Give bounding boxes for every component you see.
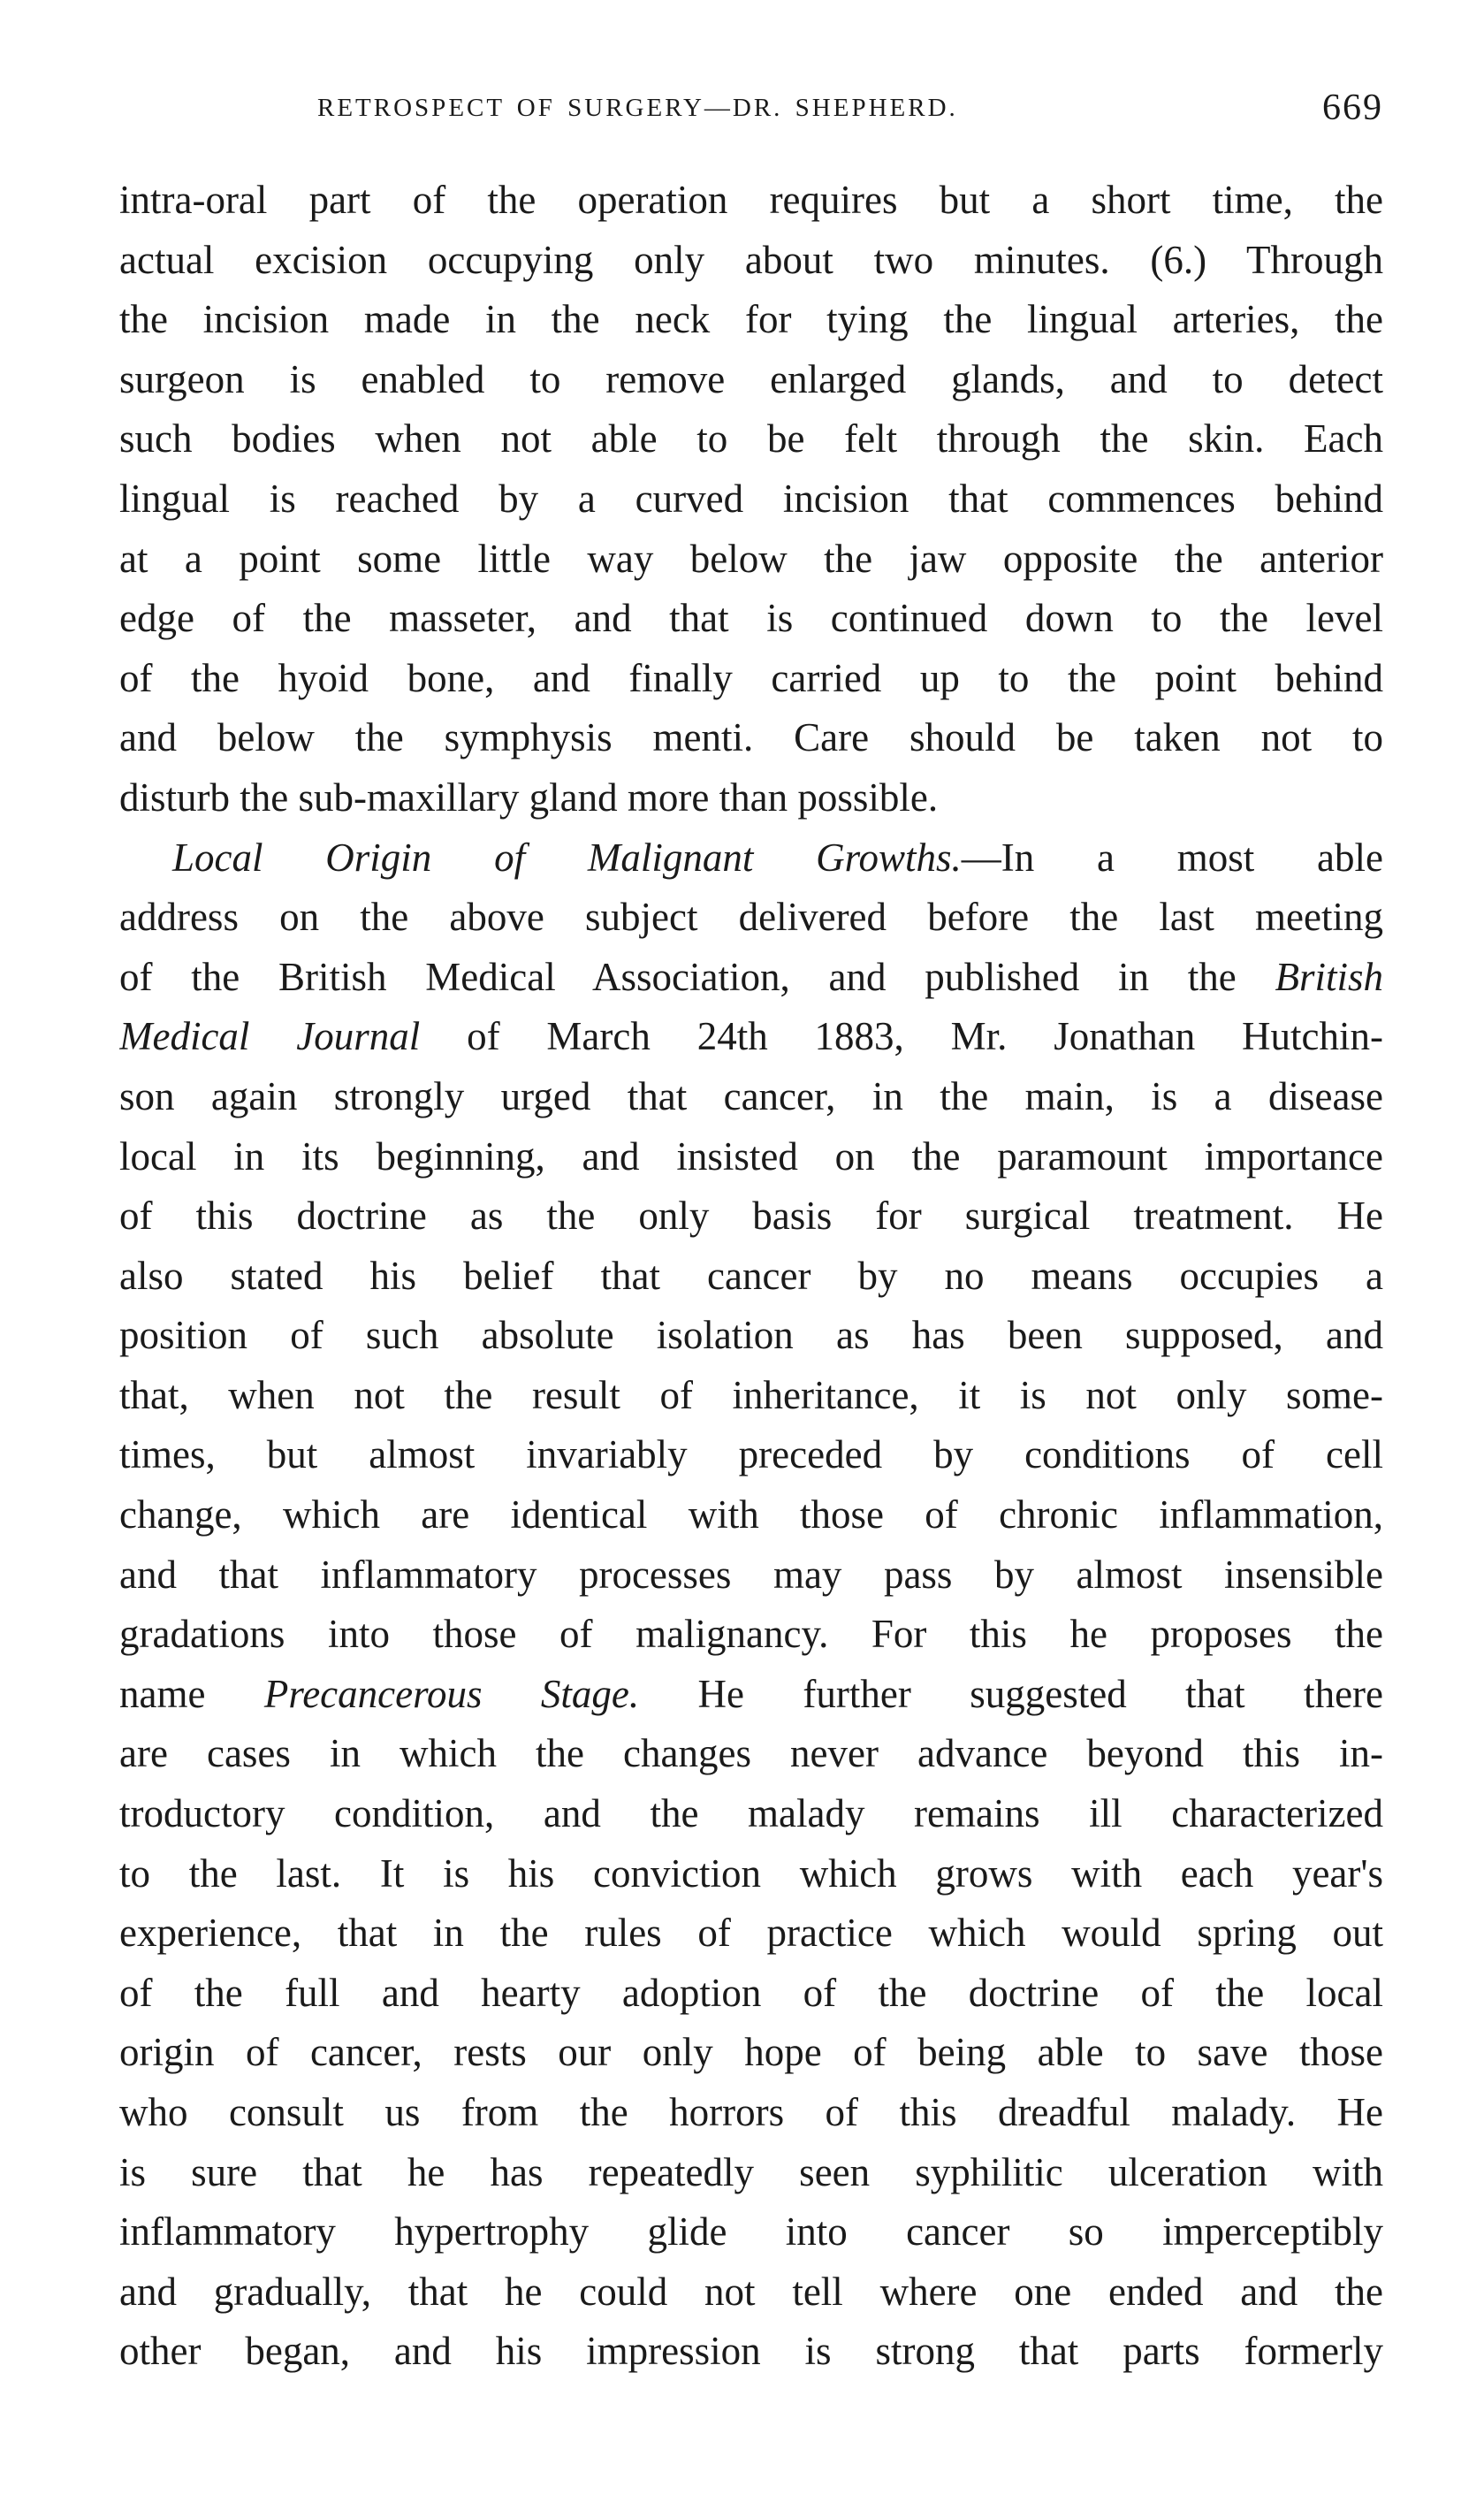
text-line: of this doctrine as the only basis for surgical treatment. He [119,1194,1383,1239]
text-line: position of such absolute isolation as has been supposed, and [119,1313,1383,1358]
paragraph-end-line: disturb the sub-maxillary gland more than possible. [119,774,939,820]
line-segment: —In a most able [961,835,1383,880]
line-segment: of March 24th 1883, Mr. Jonathan Hutchin- [420,1014,1383,1059]
journal-title-part: Medical Journal [119,1014,421,1059]
text-line [119,948,1383,1008]
text-line [119,1665,1383,1725]
running-title: RETROSPECT OF SURGERY—DR. SHEPHERD. [317,94,958,122]
text-line: local in its beginning, and insisted on the paramount importance [119,1133,1383,1179]
text-line: who consult us from the horrors of this dreadful malady. He [119,2090,1383,2134]
text-line: that, when not the result of inheritance, it is not only some- [119,1372,1383,1417]
text-line: other began, and his impression is strong that parts formerly [119,2329,1383,2374]
body-text [119,171,1383,2382]
text-line: experience, that in the rules of practice which would spring out [119,1911,1383,1956]
text-line: and below the symphysis menti. Care should be taken not to [119,715,1383,760]
section-start-line [119,828,1383,889]
text-line: of the hyoid bone, and finally carried up to the point behind [119,655,1383,700]
line-segment: name [119,1671,264,1716]
text-line: also stated his belief that cancer by no means occupies a [119,1253,1383,1298]
text-line: surgeon is enabled to remove enlarged glands, and to detect [119,356,1383,401]
line-segment: of the British Medical Association, and published in the [119,954,1275,999]
text-line: gradations into those of malignancy. For this he proposes the [119,1612,1383,1657]
text-line: inflammatory hypertrophy glide into cancer so imperceptibly [119,2209,1383,2255]
text-line: to the last. It is his conviction which grows with each year's [119,1850,1383,1896]
text-line: the incision made in the neck for tying the lingual arteries, the [119,297,1383,342]
text-line: times, but almost invariably preceded by conditions of cell [119,1432,1383,1477]
journal-title-part: British [1275,954,1383,999]
text-line [119,1007,1383,1067]
section-heading: Local Origin of Malignant Growths. [172,835,962,880]
text-line: troductory condition, and the malady remains ill characterized [119,1791,1383,1836]
text-line: is sure that he has repeatedly seen syphilitic ulceration with [119,2149,1383,2194]
text-line: lingual is reached by a curved incision that commences behind [119,476,1383,521]
text-line: such bodies when not able to be felt through the skin. Each [119,416,1383,462]
running-head [119,87,1383,140]
text-line: actual excision occupying only about two minutes. (6.) Through [119,237,1383,282]
text-line: change, which are identical with those of chronic inflammation, [119,1492,1383,1537]
italic-term: Precancerous Stage. [263,1671,640,1716]
text-line: intra-oral part of the operation requires but a short time, the [119,178,1383,222]
page-number: 669 [1322,88,1383,128]
text-line: are cases in which the changes never advance beyond this in- [119,1731,1383,1776]
text-line: and that inflammatory processes may pass by almost insensible [119,1552,1383,1597]
text-line: origin of cancer, rests our only hope of being able to save those [119,2030,1383,2075]
text-line: son again strongly urged that cancer, in the main, is a disease [119,1073,1383,1118]
text-line: address on the above subject delivered before the last meeting [119,895,1383,940]
text-line: at a point some little way below the jaw opposite the anterior [119,536,1383,581]
line-segment: He further suggested that there [639,1671,1383,1716]
text-line: edge of the masseter, and that is continued down to the level [119,596,1383,641]
text-line: and gradually, that he could not tell where one ended and the [119,2269,1383,2314]
text-line: of the full and hearty adoption of the doctrine of the local [119,1970,1383,2015]
